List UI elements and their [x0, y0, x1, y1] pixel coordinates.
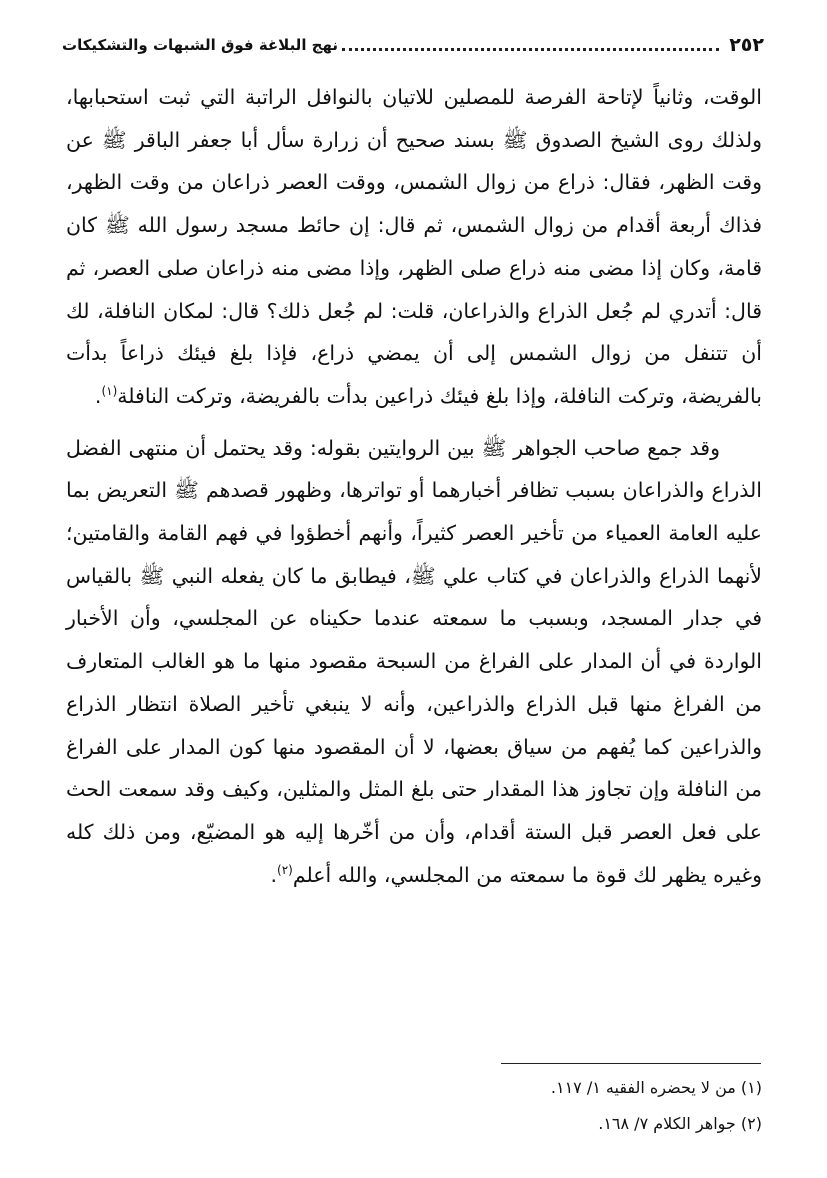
- footnote-divider: [501, 1063, 761, 1064]
- footnote-item: (١) من لا يحضره الفقيه ١/ ١١٧.: [550, 1078, 762, 1097]
- page-number: ٢٥٢: [729, 34, 764, 56]
- footnotes: [420, 1070, 762, 1142]
- paragraph: [66, 427, 762, 897]
- paragraph-text: الوقت، وثانياً لإتاحة الفرصة للمصلين للاتيان بالنوافل الراتبة التي ثبت استحبابها، ولذلك روى الشيخ الصدوق ﷺ بسند صحيح أن زرارة سأل أبا جعفر الباقر ﷺ عن وقت الظهر، فقال: ذراع من زوال الشمس، ووقت العصر ذراعان من وقت الظهر، فذاك أربعة أقدام من زوال الشمس، ثم قال: إن حائط مسجد رسول الله ﷺ كان قامة، وكان إذا مضى منه ذراع صلى الظهر، وإذا مضى منه ذراعان صلى العصر، ثم قال: أتدري لم جُعل الذراع والذراعان، قلت: لم جُعل ذلك؟ قال: لمكان النافلة، لك أن تتنفل من زوال الشمس إلى أن يمضي ذراع، فإذا بلغ فيئك ذراعاً بدأت بالفريضة، وتركت النافلة، وإذا بلغ فيئك ذراعين بدأت بالفريضة، وتركت النافلة: [66, 85, 762, 408]
- paragraph-end: .: [94, 383, 102, 408]
- header-dotted-leader: [342, 48, 719, 51]
- main-text: [66, 76, 762, 896]
- paragraph-end: .: [270, 862, 278, 887]
- footnote-item: (٢) جواهر الكلام ٧/ ١٦٨.: [598, 1114, 762, 1133]
- page-header: [62, 30, 764, 60]
- footnote-ref[interactable]: (٢): [277, 862, 293, 877]
- running-title: نهج البلاغة فوق الشبهات والتشكيكات: [62, 36, 339, 54]
- footnote-ref[interactable]: (١): [101, 384, 118, 399]
- paragraph: [66, 76, 762, 418]
- paragraph-text: وقد جمع صاحب الجواهر ﷺ بين الروايتين بقوله: وقد يحتمل أن منتهى الفضل الذراع والذراعان بسبب تظافر أخبارهما أو تواترها، وظهور قصدهم ﷺ التعريض بما عليه العامة العمياء من تأخير العصر كثيراً، وأنهم أخطؤوا في فهم القامة والقامتين؛ لأنهما الذراع والذراعان في كتاب علي ﷺ، فيطابق ما كان يفعله النبي ﷺ بالقياس في جدار المسجد، وبسبب ما سمعته عندما حكيناه عن المجلسي، وأن الأخبار الواردة في أن المدار على الفراغ من السبحة مقصود منها ما هو الغالب المتعارف من الفراغ منها قبل الذراع والذراعين، وأنه لا ينبغي تأخير الصلاة انتظار الذراع والذراعين كما يُفهم من سياق بعضها، لا أن المقصود منها كون المدار على الفراغ من النافلة وإن تجاوز هذا المقدار حتى بلغ المثل والمثلين، وكيف وقد سمعت الحث على فعل العصر قبل الستة أقدام، وأن من أخّرها إليه هو المضيّع، ومن ذلك كله وغيره يظهر لك قوة ما سمعته من المجلسي، والله أعلم: [66, 435, 762, 887]
